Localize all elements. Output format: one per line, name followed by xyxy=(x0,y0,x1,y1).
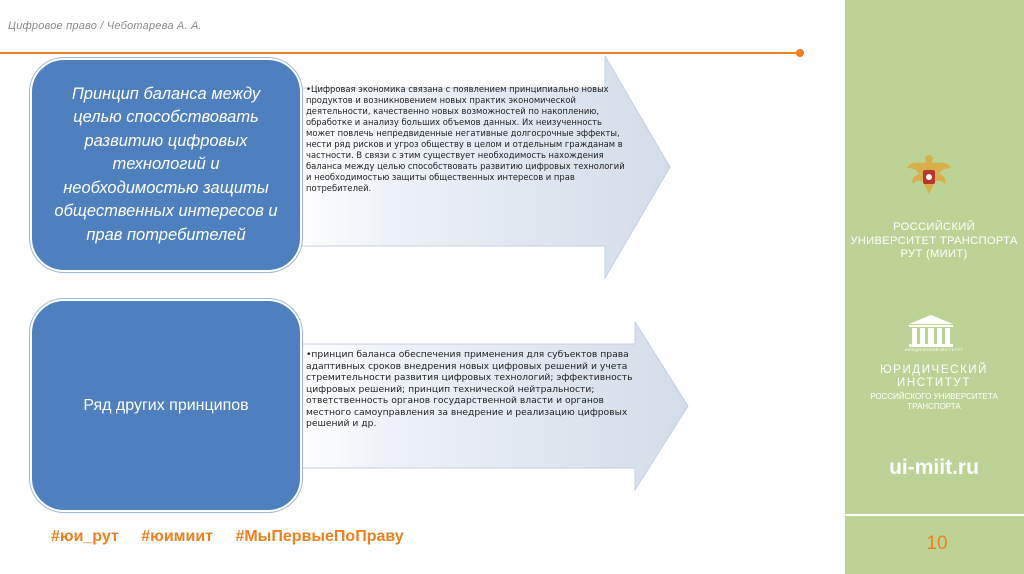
header-divider-dot xyxy=(796,49,804,57)
arrow-1-text: •Цифровая экономика связана с появлением принципиально новых продуктов и возникновением новых практик экономической деятельности, качественно новых возможностей по накоплению, обработке и анализу больших объемов данных. Их неизученность может повлечь непредвиденные негативные долгосрочные эффекты, нести ряд рисков и угроз обществу в целом и отдельным гражданам в частности. В связи с этим существует необходимость нахождения баланса между целью способствовать развитию цифровых технологий и необходимостью защиты общественных интересов и прав потребителей. xyxy=(306,84,625,193)
page-number: 10 xyxy=(926,533,948,554)
arrow-2-text: •принцип баланса обеспечения применения для субъектов права адаптивных сроков внедрения новых цифровых решений и учета стремительности развития цифровых технологий; эффективность цифровых решений; принцип технической нейтральности; ответственность органов государственной власти и органов местного самоуправления за внедрение и реализацию цифровых решений и др. xyxy=(306,349,633,429)
website-link[interactable]: ui-miit.ru xyxy=(889,456,979,479)
eagle-crest-icon xyxy=(903,150,955,202)
institute-logo-caption: ЮРИДИЧЕСКИЙ ИНСТИТУТ xyxy=(905,347,963,352)
hashtags xyxy=(51,528,418,546)
institute-subtitle: РОССИЙСКОГО УНИВЕРСИТЕТА ТРАНСПОРТА xyxy=(870,392,998,411)
institute-name: ЮРИДИЧЕСКИЙ ИНСТИТУТ xyxy=(879,364,989,389)
principle-box-balance-label: Принцип баланса между целью способствовать развитию цифровых технологий и необходимостью защиты общественных интересов и прав потребителей xyxy=(54,84,278,244)
sidebar xyxy=(840,0,1024,574)
slide-header-title: Цифровое право / Чеботарева А. А. xyxy=(8,20,202,32)
university-name: РОССИЙСКИЙ УНИВЕРСИТЕТ ТРАНСПОРТА РУТ (МИИТ) xyxy=(850,221,1018,260)
hashtag-1: #юи_рут xyxy=(51,528,119,545)
hashtag-2: #юимиит xyxy=(141,528,213,545)
principle-box-balance xyxy=(30,58,302,272)
principle-box-other xyxy=(30,299,302,512)
hashtag-3: #МыПервыеПоПраву xyxy=(235,528,404,545)
principle-box-other-label: Ряд других принципов xyxy=(83,396,249,414)
header-divider xyxy=(0,52,800,54)
